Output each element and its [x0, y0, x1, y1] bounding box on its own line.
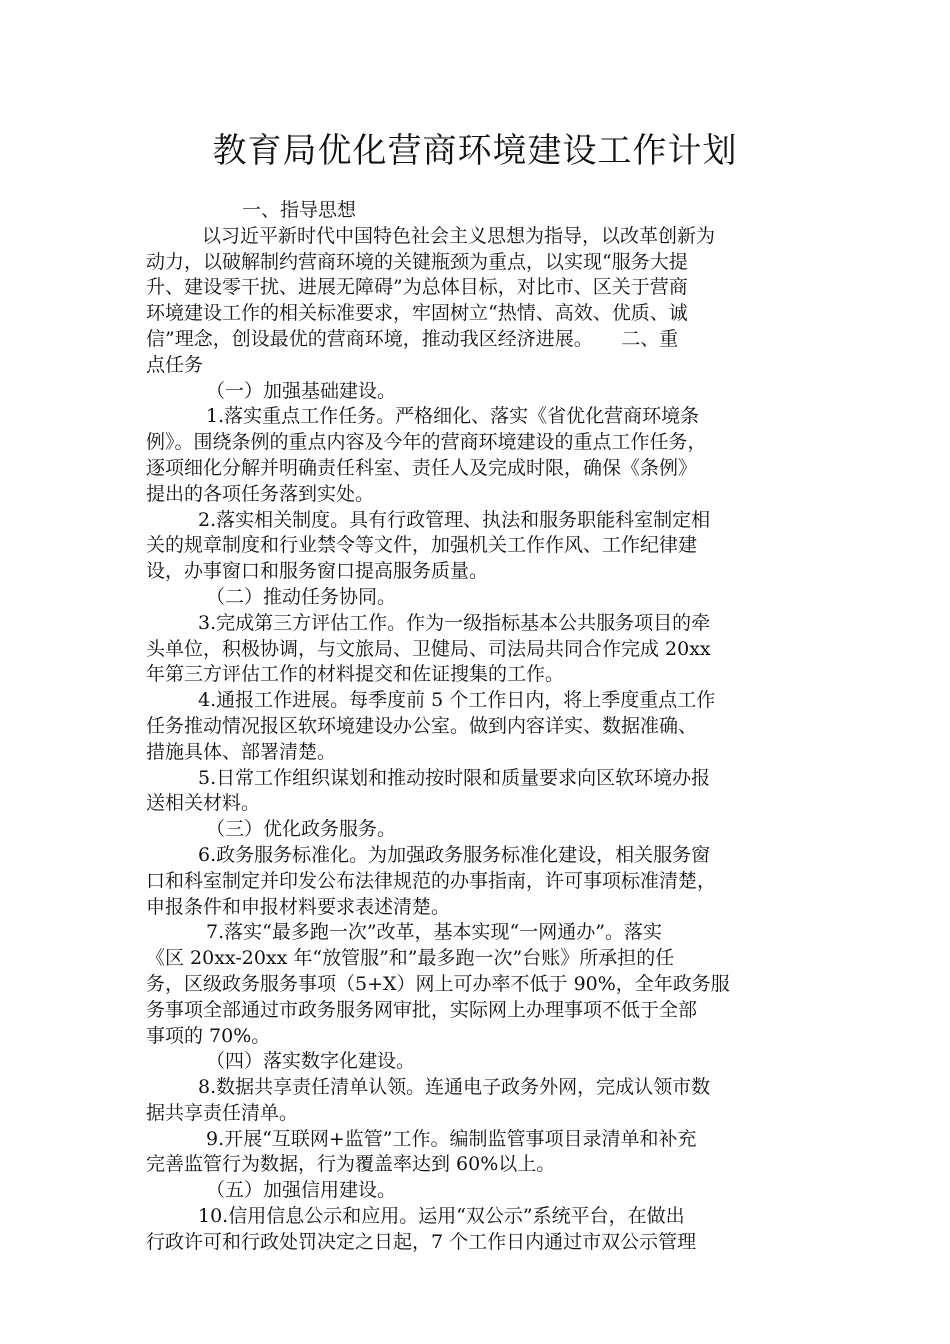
- subsection-heading: （三）优化政务服务。: [206, 818, 397, 841]
- subsection-heading: （四）落实数字化建设。: [206, 1050, 416, 1073]
- paragraph-line: 9.开展“互联网+监管”工作。编制监管事项目录清单和补充: [206, 1127, 697, 1150]
- subsection-heading: （一）加强基础建设。: [206, 379, 397, 402]
- paragraph-line: 6.政务服务标准化。为加强政务服务标准化建设，相关服务窗: [198, 843, 711, 866]
- paragraph-line: 动力，以破解制约营商环境的关键瓶颈为重点，以实现“服务大提: [146, 250, 688, 273]
- paragraph-line: 环境建设工作的相关标准要求，牢固树立“热情、高效、优质、诚: [146, 302, 688, 325]
- document-body: [146, 198, 818, 1256]
- paragraph-line: 务，区级政务服务事项（5+X）网上可办率不低于 90%，全年政务服: [146, 972, 730, 995]
- paragraph-line: 5.日常工作组织谋划和推动按时限和质量要求向区软环境办报: [198, 766, 711, 789]
- paragraph-line: 任务推动情况报区软环境建设办公室。做到内容详实、数据准确、: [146, 714, 698, 737]
- document-title: 教育局优化营商环境建设工作计划: [212, 131, 738, 171]
- paragraph-line: 年第三方评估工作的材料提交和佐证搜集的工作。: [146, 663, 565, 686]
- paragraph-line: 2.落实相关制度。具有行政管理、执法和服务职能科室制定相: [198, 508, 711, 531]
- paragraph-line: 务事项全部通过市政务服务网审批，实际网上办理事项不低于全部: [146, 998, 698, 1021]
- paragraph-line: 升、建设零干扰、进展无障碍”为总体目标，对比市、区关于营商: [146, 276, 688, 299]
- paragraph-line: 4.通报工作进展。每季度前 5 个工作日内，将上季度重点工作: [198, 689, 716, 712]
- paragraph-line: 事项的 70%。: [146, 1024, 271, 1047]
- paragraph-line: 提出的各项任务落到实处。: [146, 482, 375, 505]
- paragraph-line: 完善监管行为数据，行为覆盖率达到 60%以上。: [146, 1153, 556, 1176]
- section-heading: 一、指导思想: [242, 199, 357, 221]
- subsection-heading: （二）推动任务协同。: [206, 585, 397, 608]
- paragraph-line: 《区 20xx-20xx 年“放管服”和”最多跑一次”台账》所承担的任: [146, 947, 675, 970]
- paragraph-line: 申报条件和申报材料要求表述清楚。: [146, 895, 451, 918]
- paragraph-line: 口和科室制定并印发公布法律规范的办事指南，许可事项标准清楚，: [146, 869, 717, 892]
- paragraph-line: 逐项细化分解并明确责任科室、责任人及完成时限，确保《条例》: [146, 456, 698, 479]
- paragraph-line: 头单位，积极协调，与文旅局、卫健局、司法局共同合作完成 20xx: [146, 637, 711, 660]
- paragraph-line: 以习近平新时代中国特色社会主义思想为指导，以改革创新为: [202, 224, 716, 247]
- paragraph-line: 信”理念，创设最优的营商环境，推动我区经济进展。 二、重: [146, 327, 679, 350]
- paragraph-line: 7.落实“最多跑一次”改革，基本实现“一网通办”。落实: [206, 921, 662, 944]
- paragraph-line: 据共享责任清单。: [146, 1101, 299, 1124]
- paragraph-line: 点任务: [146, 353, 204, 376]
- paragraph-line: 10.信用信息公示和应用。运用“双公示”系统平台，在做出: [198, 1205, 685, 1228]
- paragraph-line: 设，办事窗口和服务窗口提高服务质量。: [146, 560, 489, 583]
- paragraph-line: 送相关材料。: [146, 792, 261, 815]
- paragraph-line: 措施具体、部署清楚。: [146, 740, 337, 763]
- paragraph-line: 行政许可和行政处罚决定之日起，7 个工作日内通过市双公示管理: [146, 1230, 697, 1253]
- paragraph-line: 8.数据共享责任清单认领。连通电子政务外网，完成认领市数: [198, 1076, 711, 1099]
- paragraph-line: 1.落实重点工作任务。严格细化、落实《省优化营商环境条: [206, 405, 700, 428]
- paragraph-line: 关的规章制度和行业禁令等文件，加强机关工作作风、工作纪律建: [146, 534, 698, 557]
- subsection-heading: （五）加强信用建设。: [206, 1179, 397, 1202]
- paragraph-line: 例》。围绕条例的重点内容及今年的营商环境建设的重点工作任务，: [146, 431, 707, 454]
- paragraph-line: 3.完成第三方评估工作。作为一级指标基本公共服务项目的牵: [198, 611, 711, 634]
